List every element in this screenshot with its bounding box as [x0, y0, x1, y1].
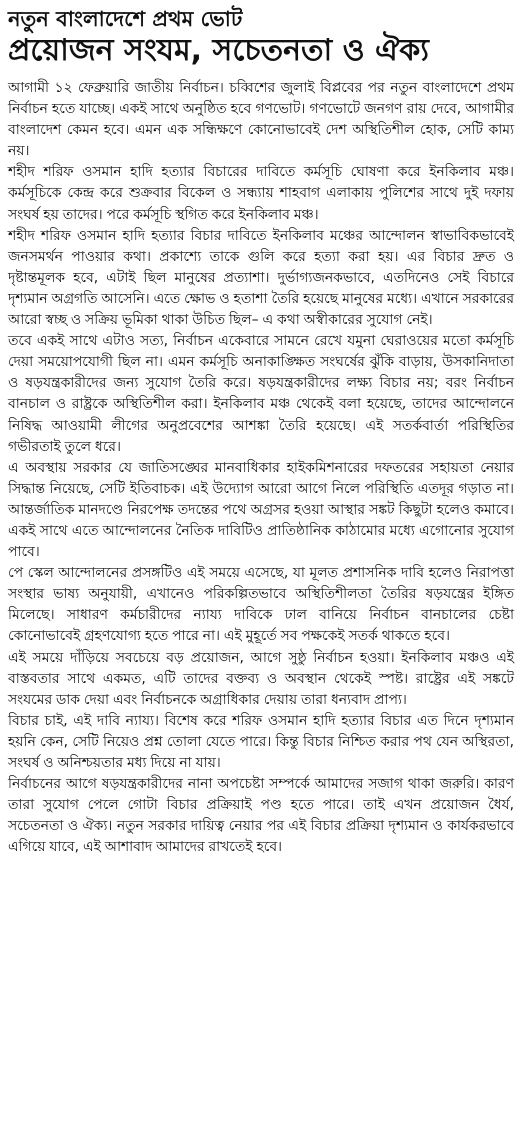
paragraph-8: বিচার চাই, এই দাবি ন্যায্য। বিশেষ করে শরিফ ওসমান হাদি হত্যার বিচার এত দিনে দৃশ্যমান হয়নি কেন, সেটি নিয়েও প্রশ্ন তোলা যেতে পারে। কিন্তু বিচার নিশ্চিত করার পথ যেন অস্থিরতা, সংঘর্ষ ও অনিশ্চয়তার মধ্য দিয়ে না যায়। — [8, 712, 514, 771]
paragraph-3: শহীদ শরিফ ওসমান হাদি হত্যার বিচার দাবিতে ইনকিলাব মঞ্চের আন্দোলন স্বাভাবিকভাবেই জনসমর্থন পাওয়ার কথা। প্রকাশ্যে তাকে গুলি করে হত্যা করা হয়। এর বিচার দ্রুত ও দৃষ্টান্তমূলক হবে, এটাই ছিল মানুষের প্রত্যাশা। দুর্ভাগ্যজনকভাবে, এতদিনেও সেই বিচারে দৃশ্যমান অগ্রগতি আসেনি। এতে ক্ষোভ ও হতাশা তৈরি হয়েছে মানুষের মধ্যে। এখানে সরকারের আরো স্বচ্ছ ও সক্রিয় ভূমিকা থাকা উচিত ছিল– এ কথা অস্বীকারের সুযোগ নেই। — [8, 227, 514, 329]
paragraph-4: তবে একই সাথে এটাও সত্য, নির্বাচন একেবারে সামনে রেখে যমুনা ঘেরাওয়ের মতো কর্মসূচি দেয়া সময়োপযোগী ছিল না। এমন কর্মসূচি অনাকাঙ্ক্ষিত সংঘর্ষের ঝুঁকি বাড়ায়, উসকানিদাতা ও ষড়যন্ত্রকারীদের জন্য সুযোগ তৈরি করে। ষড়যন্ত্রকারীদের লক্ষ্য বিচার নয়; বরং নির্বাচন বানচাল ও রাষ্ট্রকে অস্থিতিশীল করা। ইনকিলাব মঞ্চ থেকেই বলা হয়েছে, তাদের আন্দোলনে নিষিদ্ধ আওয়ামী লীগের অনুপ্রবেশের আশঙ্কা তৈরি হয়েছে। এই সতর্কবার্তা পরিস্থিতির গভীরতাই তুলে ধরে। — [8, 333, 514, 455]
paragraph-1: আগামী ১২ ফেব্রুয়ারি জাতীয় নির্বাচন। চব্বিশের জুলাই বিপ্লবের পর নতুন বাংলাদেশে প্রথম নির্বাচন হতে যাচ্ছে। একই সাথে অনুষ্ঠিত হবে গণভোট। গণভোটে জনগণ রায় দেবে, আগামীর বাংলাদেশ কেমন হবে। এমন এক সন্ধিক্ষণে কোনোভাবেই দেশ অস্থিতিশীল হোক, সেটি কাম্য নয়। — [8, 80, 514, 160]
paragraph-9: নির্বাচনের আগে ষড়যন্ত্রকারীদের নানা অপচেষ্টা সম্পর্কে আমাদের সজাগ থাকা জরুরি। কারণ তারা সুযোগ পেলে গোটা বিচার প্রক্রিয়াই পণ্ড হতে পারে। তাই এখন প্রয়োজন ধৈর্য, সচেতনতা ও ঐক্য। নতুন সরকার দায়িত্ব নেয়ার পর এই বিচার প্রক্রিয়া দৃশ্যমান ও কার্যকরভাবে এগিয়ে যাবে, এই আশাবাদ আমাদের রাখতেই হবে। — [8, 776, 514, 856]
kicker-title: নতুন বাংলাদেশে প্রথম ভোট — [8, 7, 243, 31]
paragraph-6: পে স্কেল আন্দোলনের প্রসঙ্গটিও এই সময়ে এসেছে, যা মূলত প্রশাসনিক দাবি হলেও নিরাপত্তা সংস্থার ভাষ্য অনুযায়ী, এখানেও পরিকল্পিতভাবে অস্থিতিশীলতা তৈরির ষড়যন্ত্রের ইঙ্গিত মিলেছে। সাধারণ কর্মচারীদের ন্যায্য দাবিকে ঢাল বানিয়ে নির্বাচন বানচালের চেষ্টা কোনোভাবেই গ্রহণযোগ্য হতে পারে না। এই মুহূর্তে সব পক্ষকেই সতর্ক থাকতে হবে। — [8, 565, 514, 645]
paragraph-7: এই সময়ে দাঁড়িয়ে সবচেয়ে বড় প্রয়োজন, আগে সুষ্ঠু নির্বাচন হওয়া। ইনকিলাব মঞ্চও এই বাস্তবতার সাথে একমত, এটি তাদের বক্তব্য ও অবস্থান থেকেই স্পষ্ট। রাষ্ট্রের এই সঙ্কটে সংযমের ডাক দেয়া এবং নির্বাচনকে অগ্রাধিকার দেয়ায় তারা ধন্যবাদ প্রাপ্য। — [8, 649, 514, 708]
paragraph-2: শহীদ শরিফ ওসমান হাদি হত্যার বিচারের দাবিতে কর্মসূচি ঘোষণা করে ইনকিলাব মঞ্চ। কর্মসূচিকে কেন্দ্র করে শুক্রবার বিকেল ও সন্ধ্যায় শাহবাগ এলাকায় পুলিশের সাথে দুই দফায় সংঘর্ষ হয় তাদের। পরে কর্মসূচি স্থগিত করে ইনকিলাব মঞ্চ। — [8, 164, 514, 223]
article-body — [8, 78, 514, 858]
paragraph-5: এ অবস্থায় সরকার যে জাতিসঙ্ঘের মানবাধিকার হাইকমিশনারের দফতরের সহায়তা নেয়ার সিদ্ধান্ত নিয়েছে, সেটি ইতিবাচক। এই উদ্যোগ আরো আগে নিলে পরিস্থিতি এতদূর গড়াত না। আন্তর্জাতিক মানদণ্ডে নিরপেক্ষ তদন্তের পথে অগ্রসর হওয়া আস্থার সঙ্কট কিছুটা হলেও কমাবে। একই সাথে এতে আন্দোলনের নৈতিক দাবিটিও প্রাতিষ্ঠানিক কাঠামোর মধ্যে এগোনোর সুযোগ পাবে। — [8, 459, 514, 561]
headline: প্রয়োজন সংযম, সচেতনতা ও ঐক্য — [8, 33, 429, 68]
